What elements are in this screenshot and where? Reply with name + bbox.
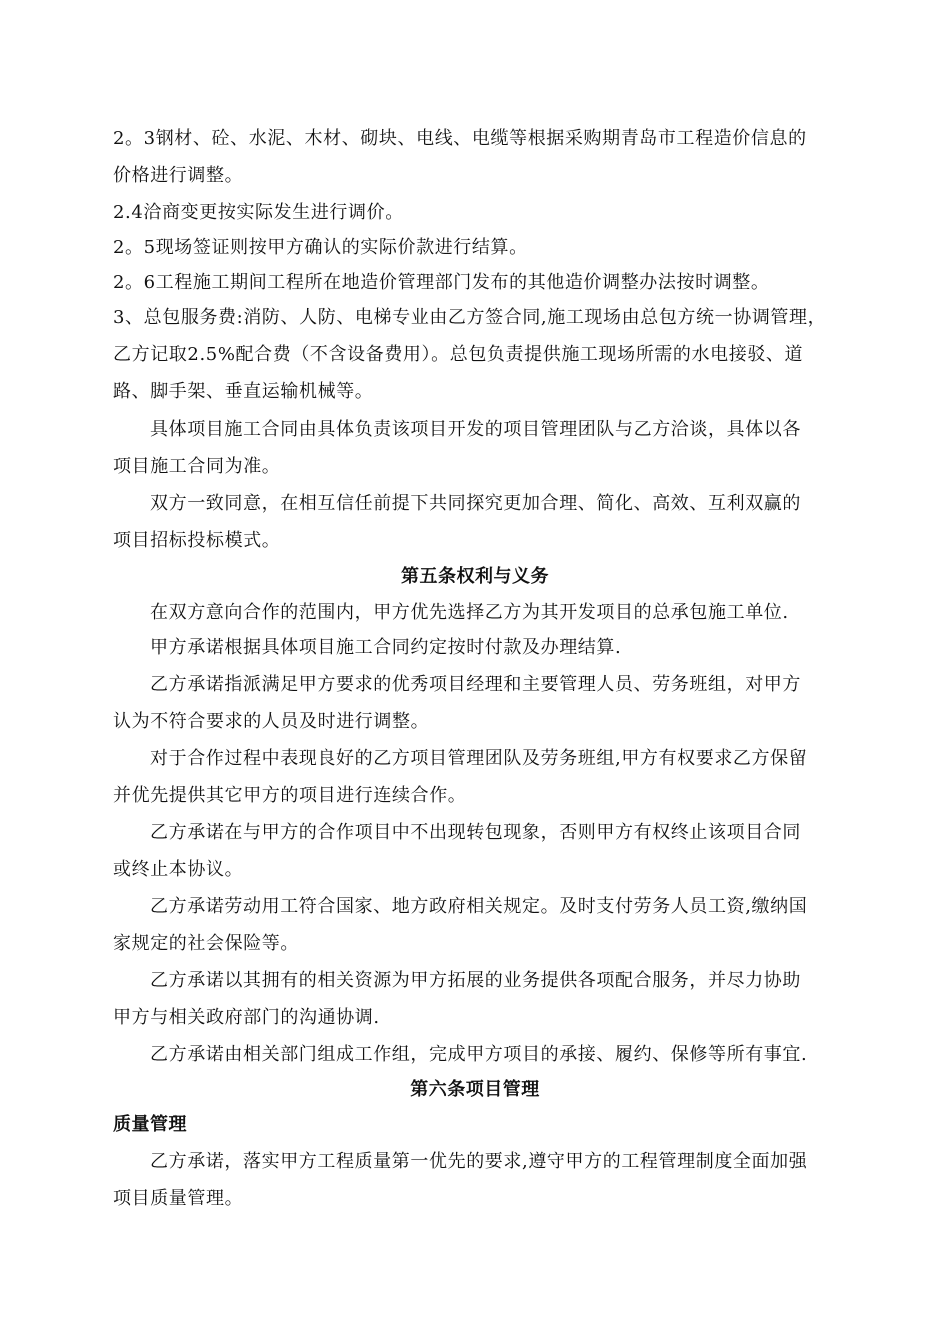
- section-5-paragraph-5-line-1: 乙方承诺在与甲方的合作项目中不出现转包现象，否则甲方有权终止该项目合同: [150, 822, 801, 843]
- section-5-paragraph-1: 在双方意向合作的范围内，甲方优先选择乙方为其开发项目的总承包施工单位.: [150, 602, 789, 623]
- section-5-paragraph-6-line-1: 乙方承诺劳动用工符合国家、地方政府相关规定。及时支付劳务人员工资,缴纳国: [150, 896, 808, 917]
- clause-2-6: 2。6工程施工期间工程所在地造价管理部门发布的其他造价调整办法按时调整。: [113, 272, 770, 293]
- agreement-paragraph-line-1: 双方一致同意，在相互信任前提下共同探究更加合理、简化、高效、互利双赢的: [150, 493, 801, 514]
- section-5-paragraph-6-line-2: 家规定的社会保险等。: [113, 933, 299, 954]
- clause-2-5: 2。5现场签证则按甲方确认的实际价款进行结算。: [113, 237, 528, 258]
- clause-2-4: 2.4洽商变更按实际发生进行调价。: [113, 202, 404, 223]
- section-5-paragraph-8: 乙方承诺由相关部门组成工作组，完成甲方项目的承接、履约、保修等所有事宜.: [150, 1044, 808, 1065]
- contract-paragraph-line-2: 项目施工合同为准。: [113, 456, 281, 477]
- section-5-paragraph-7-line-2: 甲方与相关政府部门的沟通协调.: [113, 1007, 380, 1028]
- section-5-paragraph-7-line-1: 乙方承诺以其拥有的相关资源为甲方拓展的业务提供各项配合服务，并尽力协助: [150, 970, 801, 991]
- section-6-paragraph-1-line-2: 项目质量管理。: [113, 1188, 244, 1209]
- section-5-paragraph-4-line-2: 并优先提供其它甲方的项目进行连续合作。: [113, 785, 467, 806]
- section-5-title: 第五条权利与义务: [401, 566, 549, 587]
- section-5-paragraph-3-line-1: 乙方承诺指派满足甲方要求的优秀项目经理和主要管理人员、劳务班组，对甲方: [150, 674, 801, 695]
- clause-3-line-3: 路、脚手架、垂直运输机械等。: [113, 381, 374, 402]
- clause-3-line-1: 3、总包服务费:消防、人防、电梯专业由乙方签合同,施工现场由总包方统一协调管理，: [113, 307, 827, 328]
- section-5-paragraph-5-line-2: 或终止本协议。: [113, 859, 244, 880]
- section-6-paragraph-1-line-1: 乙方承诺，落实甲方工程质量第一优先的要求,遵守甲方的工程管理制度全面加强: [150, 1151, 808, 1172]
- clause-2-3-line-2: 价格进行调整。: [113, 165, 244, 186]
- agreement-paragraph-line-2: 项目招标投标模式。: [113, 530, 281, 551]
- section-5-paragraph-4-line-1: 对于合作过程中表现良好的乙方项目管理团队及劳务班组,甲方有权要求乙方保留: [150, 748, 808, 769]
- section-5-paragraph-2: 甲方承诺根据具体项目施工合同约定按时付款及办理结算.: [150, 637, 622, 658]
- contract-paragraph-line-1: 具体项目施工合同由具体负责该项目开发的项目管理团队与乙方洽谈，具体以各: [150, 419, 801, 440]
- clause-3-line-2: 乙方记取2.5%配合费（不含设备费用）。总包负责提供施工现场所需的水电接驳、道: [113, 344, 804, 365]
- quality-management-heading: 质量管理: [113, 1114, 187, 1135]
- section-5-paragraph-3-line-2: 认为不符合要求的人员及时进行调整。: [113, 711, 430, 732]
- clause-2-3-line-1: 2。3钢材、砼、水泥、木材、砌块、电线、电缆等根据采购期青岛市工程造价信息的: [113, 128, 807, 149]
- section-6-title: 第六条项目管理: [410, 1079, 540, 1100]
